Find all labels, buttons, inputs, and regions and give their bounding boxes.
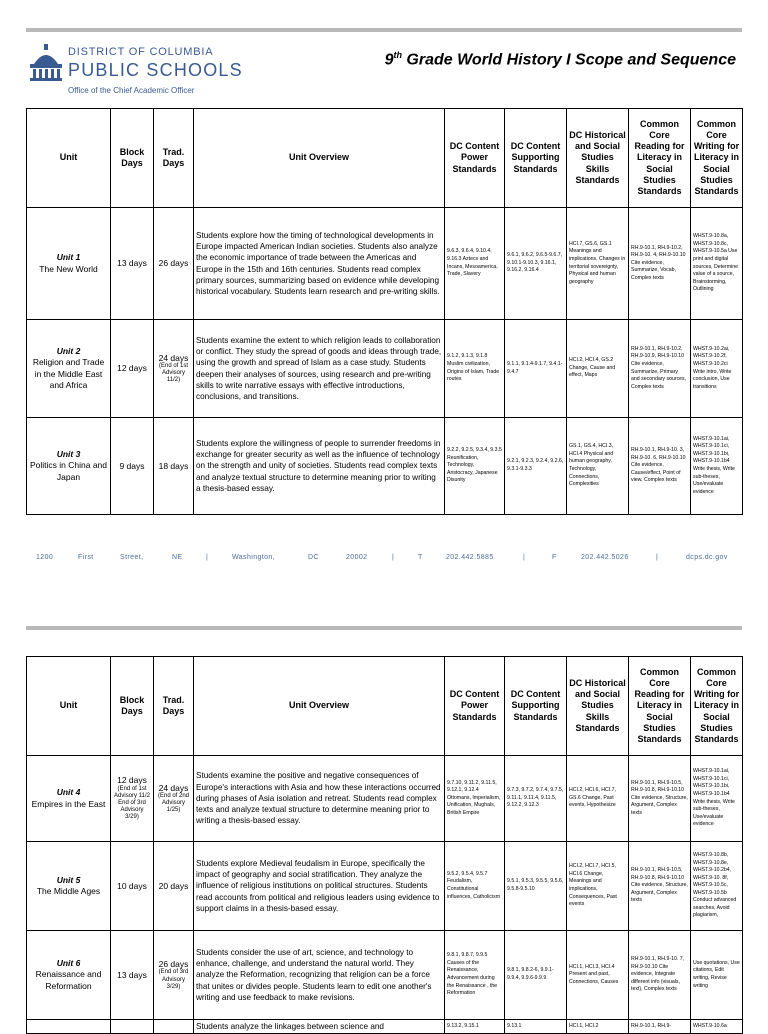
table-row (27, 320, 743, 418)
power-standards-cell: 9.13.2, 9.15.1 (445, 1020, 505, 1034)
col-unit-overview: Unit Overview (194, 657, 445, 756)
overview-cell: Students analyze the linkages between science and (194, 1020, 445, 1034)
unit-cell: Unit 5 The Middle Ages (27, 842, 111, 931)
col-block-days: Block Days (111, 657, 154, 756)
logo-office-text: Office of the Chief Academic Officer (68, 86, 195, 95)
table-row (27, 418, 743, 515)
unit-cell: Unit 1 The New World (27, 208, 111, 320)
page-header (26, 40, 742, 100)
supporting-standards-cell: 9.5.1, 9.5.3, 9.5.5, 9.5.6, 9.5.8-9.5.10 (505, 842, 567, 931)
reading-standards-cell: RH.9-10.1, RH.9-10. 3, RH.9-10. 6, RH.9-10.10 Cite evidence, Cause/effect, Point of view, Complex texts (629, 418, 691, 515)
historical-skills-cell: HCI.7, GS.6, GS.1 Meanings and implications, Changes in territorial sovereignty, Physical and human geography (567, 208, 629, 320)
footer-city: Washington, (232, 554, 276, 561)
power-standards-cell: 9.7.10, 9.11.2, 9.11.5, 9.12.1, 9.12.4 Ottomans, Imperialism, Unification, Mughals, British Empire (445, 756, 505, 842)
col-reading-literacy: Common Core Reading for Literacy in Social Studies Standards (629, 109, 691, 208)
unit-cell: Unit 4 Empires in the East (27, 756, 111, 842)
supporting-standards-cell: 9.1.1, 9.1.4-9.1.7, 9.4.1-9.4.7 (505, 320, 567, 418)
overview-cell: Students explore Medieval feudalism in Europe, specifically the impact of geography and social stratification. They analyze the influence of religious institutions on political structures. Students read accounts from political and religious leaders using evidence to support claims in a thesis-based essay. (194, 842, 445, 931)
dcps-logo (26, 40, 243, 100)
supporting-standards-cell: 9.6.1, 9.6.2, 9.6.5-9.6.7, 9.10.1-9.10.3, 9.16.1, 9.16.2, 9.16.4 (505, 208, 567, 320)
writing-standards-cell: WHST.9-10.8b, WHST.9-10.8e, WHST.9-10.2b4, WHST.9-10. 8f, WHST.9-10.5c, WHST.9-10.5b Conduct advanced searches, Avoid plagiarism, (691, 842, 743, 931)
supporting-standards-cell: 9.2.1, 9.2.3, 9.2.4, 9.2.6, 9.3.1-9.3.3 (505, 418, 567, 515)
historical-skills-cell: HCI.2, HCI.6, HCI.7, GS.6 Change, Past events, Hypothesize (567, 756, 629, 842)
scope-table-page-2 (26, 656, 743, 1034)
block-days-cell (111, 1020, 154, 1034)
historical-skills-cell: HCI.2, HCI.4, GS.2 Change, Cause and effect, Maps (567, 320, 629, 418)
writing-standards-cell: WHST.9-10.6a (691, 1020, 743, 1034)
trad-days-cell: 26 days (154, 208, 194, 320)
logo-district-text: DISTRICT OF COLUMBIA (68, 46, 214, 58)
unit-cell: Unit 2 Religion and Trade in the Middle East and Africa (27, 320, 111, 418)
col-unit: Unit (27, 109, 111, 208)
supporting-standards-cell: 9.13.1 (505, 1020, 567, 1034)
capitol-dome-icon (28, 42, 64, 82)
col-historical-skills: DC Historical and Social Studies Skills Standards (567, 109, 629, 208)
trad-days-cell: 18 days (154, 418, 194, 515)
overview-cell: Students examine the extent to which religion leads to collaboration or conflict. They study the spread of goods and ideas through trade, using the growth and spread of Islam as a case study. Students deepen their analyses of sources, using research and pre-writing skills to write narrative essays with effective introductions, conclusions, and transitions. (194, 320, 445, 418)
writing-standards-cell: Use quotations, Use citations, Edit writing, Revise writing (691, 931, 743, 1020)
col-trad-days: Trad. Days (154, 109, 194, 208)
trad-days-cell: 24 days (End of 2nd Advisory 1/25) (154, 756, 194, 842)
col-supporting-standards: DC Content Supporting Standards (505, 657, 567, 756)
block-days-cell: 12 days (End of 1st Advisory 11/2 End of 3rd Advisory 3/29) (111, 756, 154, 842)
supporting-standards-cell: 9.8.1, 9.8.2-6, 9.9.1-9.9.4, 9.9.6-9.9.9 (505, 931, 567, 1020)
footer-separator: | (206, 554, 209, 561)
power-standards-cell: 9.1.2, 9.1.3, 9.1.8 Muslim civilization, Origins of Islam, Trade routes (445, 320, 505, 418)
footer-street-word-1: First (78, 554, 94, 561)
supporting-standards-cell: 9.7.3, 9.7.2, 9.7.4, 9.7.5, 9.11.1, 9.11.4, 9.11.5, 9.12.2, 9.12.3 (505, 756, 567, 842)
page-top-rule (26, 28, 742, 32)
page-2-top-rule (26, 626, 742, 630)
col-unit-overview: Unit Overview (194, 109, 445, 208)
unit-cell (27, 1020, 111, 1034)
power-standards-cell: 9.8.1, 9.8.7, 9.9.5 Causes of the Renaissance, Advancement during the Renaissance , the Reformation (445, 931, 505, 1020)
unit-cell: Unit 3 Politics in China and Japan (27, 418, 111, 515)
reading-standards-cell: RH.9-10.1, RH.9-10. 7, RH.9-10.10 Cite evidence, Integrate different info (visuals, text), Complex texts (629, 931, 691, 1020)
reading-standards-cell: RH.9-10.1, RH.9-10.5, RH.9-10.8, RH.9-10.10 Cite evidence, Structure, Argument, Complex texts (629, 842, 691, 931)
overview-cell: Students examine the positive and negative consequences of Europe's interactions with Asia and how these interactions occurred during phases of Asia isolation and retreat. Students read complex texts and analyze textual structure to determine meaning prior to writing a thesis-based essay. (194, 756, 445, 842)
block-days-cell: 10 days (111, 842, 154, 931)
block-days-cell: 9 days (111, 418, 154, 515)
footer-phone-label: T (418, 554, 423, 561)
footer-phone: 202.442.5885 (446, 554, 494, 561)
col-power-standards: DC Content Power Standards (445, 109, 505, 208)
unit-cell: Unit 6 Renaissance and Reformation (27, 931, 111, 1020)
overview-cell: Students consider the use of art, science, and technology to enhance, challenge, and understand the natural world. They analyze the Reformation, recognizing that religion can be a force that unites or divides people. Students learn to edit one another's writing and use feedback to make revisions. (194, 931, 445, 1020)
col-reading-literacy: Common Core Reading for Literacy in Social Studies Standards (629, 657, 691, 756)
col-trad-days: Trad. Days (154, 657, 194, 756)
footer-fax: 202.442.5026 (581, 554, 629, 561)
historical-skills-cell: HCI.1, HCI.2 (567, 1020, 629, 1034)
table-row (27, 756, 743, 842)
historical-skills-cell: GS.1, GS.4, HCI.3, HCI.4 Physical and human geography, Technology, Connections, Complexities (567, 418, 629, 515)
trad-days-cell: 20 days (154, 842, 194, 931)
col-supporting-standards: DC Content Supporting Standards (505, 109, 567, 208)
col-block-days: Block Days (111, 109, 154, 208)
power-standards-cell: 9.2.2, 9.2.5, 9.3.4, 9.3.5 Reunification, Technology, Aristocracy, Japanese Disunity (445, 418, 505, 515)
reading-standards-cell: RH.9-10.1, RH.9- (629, 1020, 691, 1034)
footer-separator: | (523, 554, 526, 561)
writing-standards-cell: WHST.9-10.2ai, WHST.9-10.2f, WHST.9-10.2ci Write intro, Write conclusion, Use transitions (691, 320, 743, 418)
historical-skills-cell: HCI.1, HCI.3, HCI.4 Present and past, Connections, Causes (567, 931, 629, 1020)
writing-standards-cell: WHST.9-10.1ai, WHST.9-10.1ci, WHST.9-10.1bi, WHST.9-10.1b4 Write thesis, Write sub-theses, Use/evaluate evidence (691, 418, 743, 515)
table-header-row (27, 657, 743, 756)
reading-standards-cell: RH.9-10.1, RH.9-10.2, RH.9-10.9, RH.9-10.10 Cite evidence, Summarize, Primary and secondary sources, Complex texts (629, 320, 691, 418)
col-writing-literacy: Common Core Writing for Literacy in Social Studies Standards (691, 109, 743, 208)
logo-schools-text: PUBLIC SCHOOLS (68, 60, 243, 80)
power-standards-cell: 9.5.2, 9.5.4, 9.5.7 Feudalism, Constitutional influences, Catholicism (445, 842, 505, 931)
block-days-cell: 13 days (111, 208, 154, 320)
block-days-cell: 13 days (111, 931, 154, 1020)
trad-days-cell: 26 days (End of 3rd Advisory 3/29) (154, 931, 194, 1020)
footer-fax-label: F (552, 554, 557, 561)
reading-standards-cell: RH.9-10.1, RH.9-10.2, RH.9-10. 4, RH.9-10.10 Cite evidence, Summarize, Vocab, Complex texts (629, 208, 691, 320)
table-row (27, 842, 743, 931)
table-row (27, 1020, 743, 1034)
trad-days-cell (154, 1020, 194, 1034)
col-unit: Unit (27, 657, 111, 756)
document-title: 9th Grade World History I Scope and Sequence (384, 50, 736, 69)
scope-table-page-1 (26, 108, 743, 515)
trad-days-cell: 24 days (End of 1st Advisory 11/2) (154, 320, 194, 418)
historical-skills-cell: HCI.2, HCI.7, HCI.5, HCI.6 Change, Meanings and implications, Consequences, Past events (567, 842, 629, 931)
col-writing-literacy: Common Core Writing for Literacy in Social Studies Standards (691, 657, 743, 756)
footer-website: dcps.dc.gov (686, 554, 728, 561)
footer-street-number: 1200 (36, 554, 54, 561)
footer-zip: 20002 (346, 554, 368, 561)
footer-separator: | (392, 554, 395, 561)
reading-standards-cell: RH.9-10.1, RH.9-10.5, RH.9-10.8, RH.9-10.10 Cite evidence, Structure, Argument, Complex texts (629, 756, 691, 842)
table-row (27, 208, 743, 320)
footer-street-word-3: NE (172, 554, 183, 561)
footer-street-word-2: Street, (120, 554, 144, 561)
table-row (27, 931, 743, 1020)
writing-standards-cell: WHST.9-10.1ai, WHST.9-10.1ci, WHST.9-10.1bi, WHST.9-10.1b4 Write thesis, Write sub-theses, Use/evaluate evidence (691, 756, 743, 842)
footer-state: DC (308, 554, 319, 561)
writing-standards-cell: WHST.9-10.8a, WHST.9-10.8c, WHST.9-10.5a Use print and digital sources, Determine value of a source, Brainstorming, Outlining (691, 208, 743, 320)
overview-cell: Students explore how the timing of technological developments in Europe impacted American Indian societies. Students also analyze the economic importance of trade between the Americas and Europe in the 15th and 16th centuries. Students read complex primary sources, summarizing based on evidence while developing historical vocabulary. Students learn research and pre-writing skills. (194, 208, 445, 320)
power-standards-cell: 9.6.3, 9.6.4, 9.10.4, 9.16.3 Aztecs and Incans, Mesoamerica, Trade, Slavery (445, 208, 505, 320)
col-power-standards: DC Content Power Standards (445, 657, 505, 756)
overview-cell: Students explore the willingness of people to surrender freedoms in exchange for greater security as well as the influence of technology on the strength and unity of societies. Students read complex texts and analyze textual structure to determine meaning prior to writing a thesis-based essay. (194, 418, 445, 515)
block-days-cell: 12 days (111, 320, 154, 418)
table-header-row (27, 109, 743, 208)
footer-separator: | (656, 554, 659, 561)
col-historical-skills: DC Historical and Social Studies Skills Standards (567, 657, 629, 756)
